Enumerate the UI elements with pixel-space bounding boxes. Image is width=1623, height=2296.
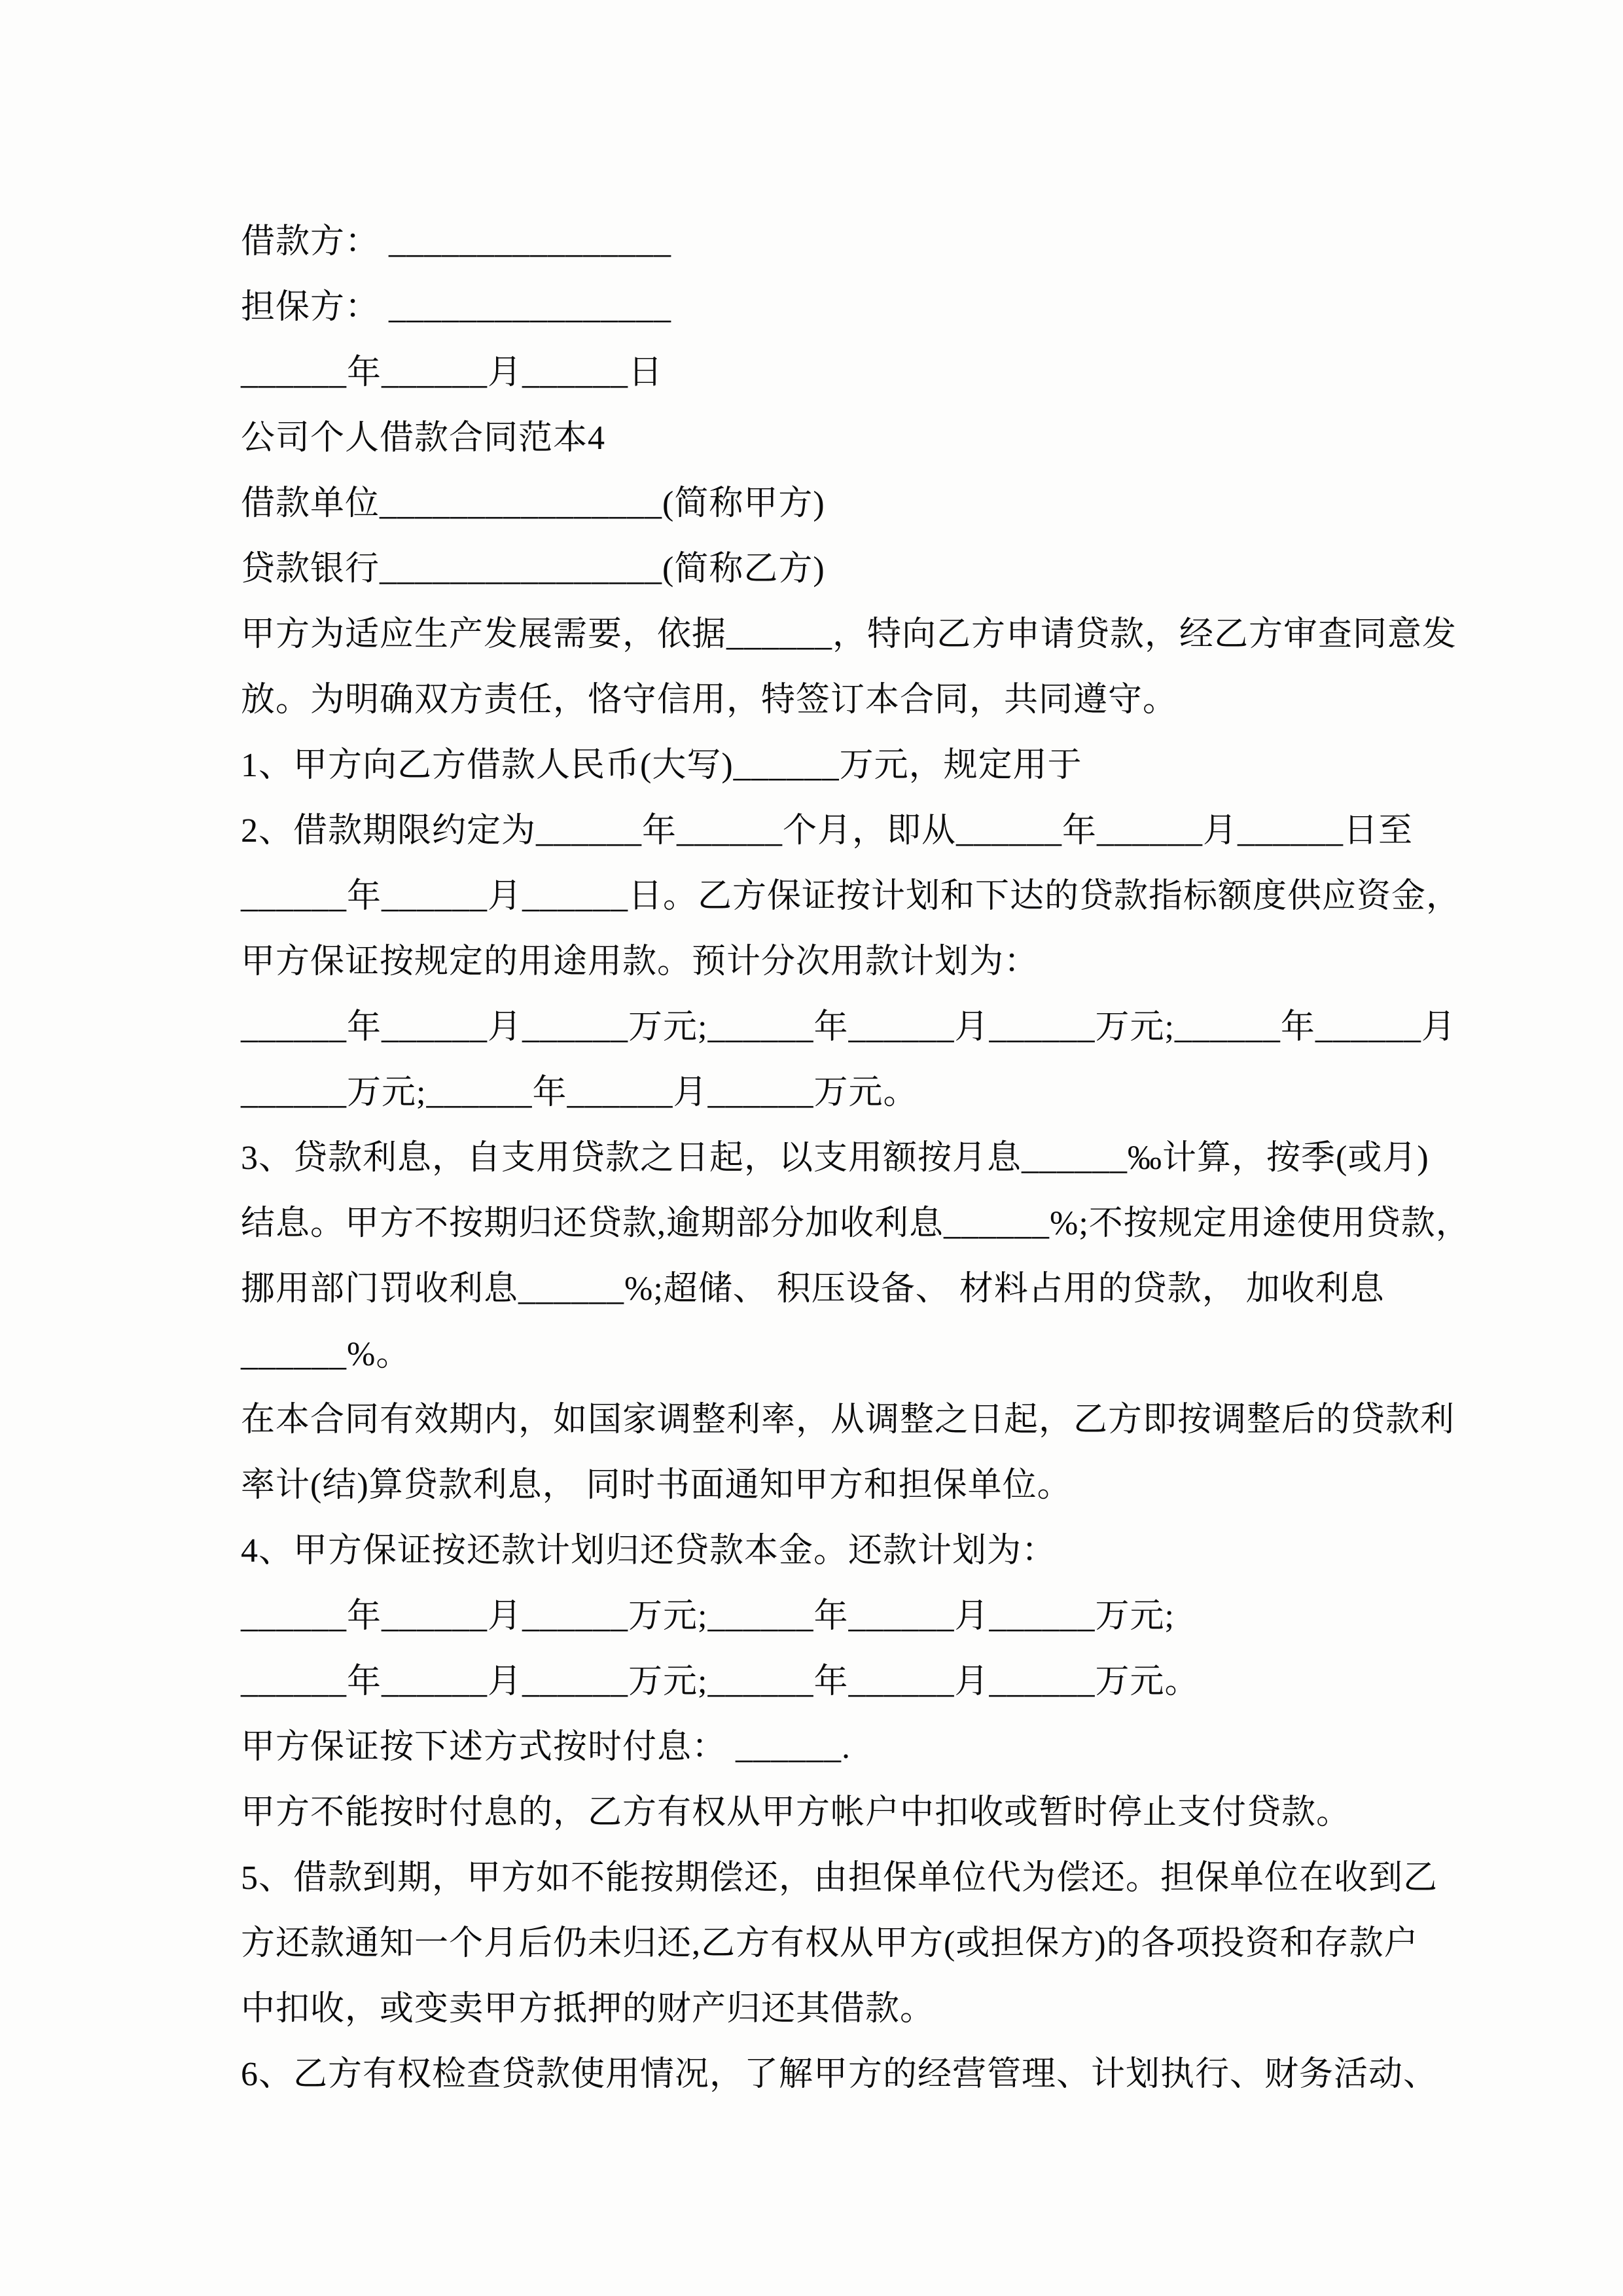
clause-5-line-1: 5、借款到期，甲方如不能按期偿还，由担保单位代为偿还。担保单位在收到乙: [241, 1859, 1438, 1897]
clause-4-line-2: ______年______月______万元;______年______月______万元;: [241, 1598, 1175, 1635]
section-title: 公司个人借款合同范本4: [241, 420, 606, 457]
clause-3-line-3: 挪用部门罚收利息______%;超储、 积压设备、 材料占用的贷款， 加收利息: [241, 1270, 1385, 1308]
clause-5-line-2: 方还款通知一个月后仍未归还,乙方有权从甲方(或担保方)的各项投资和存款户: [241, 1925, 1419, 1962]
preamble-line-2: 放。为明确双方责任，恪守信用，特签订本合同，共同遵守。: [241, 681, 1178, 719]
clause-2-line-4: ______年______月______万元;______年______月______万元;______年______月: [241, 1009, 1456, 1046]
date-line: ______年______月______日: [241, 354, 664, 391]
clause-2-line-5: ______万元;______年______月______万元。: [241, 1074, 918, 1111]
clause-3-line-1: 3、贷款利息，自支用贷款之日起，以支用额按月息______‰计算，按季(或月): [241, 1139, 1429, 1177]
borrowing-unit-line: 借款单位________________(简称甲方): [241, 485, 825, 522]
clause-5-line-3: 中扣收，或变卖甲方抵押的财产归还其借款。: [241, 1990, 935, 2028]
clause-4-line-5: 甲方不能按时付息的，乙方有权从甲方帐户中扣收或暂时停止支付贷款。: [241, 1794, 1351, 1831]
clause-4-line-4: 甲方保证按下述方式按时付息： ______.: [241, 1729, 851, 1766]
document-body: [241, 209, 1471, 2108]
clause-2-line-2: ______年______月______日。乙方保证按计划和下达的贷款指标额度供应资金，: [241, 878, 1461, 915]
preamble-line-1: 甲方为适应生产发展需要，依据______，特向乙方申请贷款，经乙方审查同意发: [241, 616, 1457, 653]
clause-4-line-1: 4、甲方保证按还款计划归还贷款本金。还款计划为：: [241, 1532, 1057, 1570]
clause-3-line-6: 率计(结)算贷款利息， 同时书面通知甲方和担保单位。: [241, 1467, 1072, 1504]
guarantor-line: 担保方： ________________: [241, 289, 672, 326]
clause-2-line-3: 甲方保证按规定的用途用款。预计分次用款计划为：: [241, 943, 1039, 980]
clause-1-line-1: 1、甲方向乙方借款人民币(大写)______万元，规定用于: [241, 747, 1082, 784]
clause-4-line-3: ______年______月______万元;______年______月______万元。: [241, 1663, 1200, 1700]
clause-3-line-5: 在本合同有效期内，如国家调整利率，从调整之日起，乙方即按调整后的贷款利: [241, 1401, 1455, 1439]
clause-6-line-1: 6、乙方有权检查贷款使用情况，了解甲方的经营管理、计划执行、财务活动、: [241, 2056, 1438, 2093]
clause-2-line-1: 2、借款期限约定为______年______个月，即从______年______月______日至: [241, 812, 1414, 850]
clause-3-line-4: ______%。: [241, 1336, 411, 1373]
lending-bank-line: 贷款银行________________(简称乙方): [241, 550, 825, 588]
borrower-line: 借款方： ________________: [241, 223, 672, 260]
clause-3-line-2: 结息。甲方不按期归还贷款,逾期部分加收利息______%;不按规定用途使用贷款，: [241, 1205, 1471, 1242]
